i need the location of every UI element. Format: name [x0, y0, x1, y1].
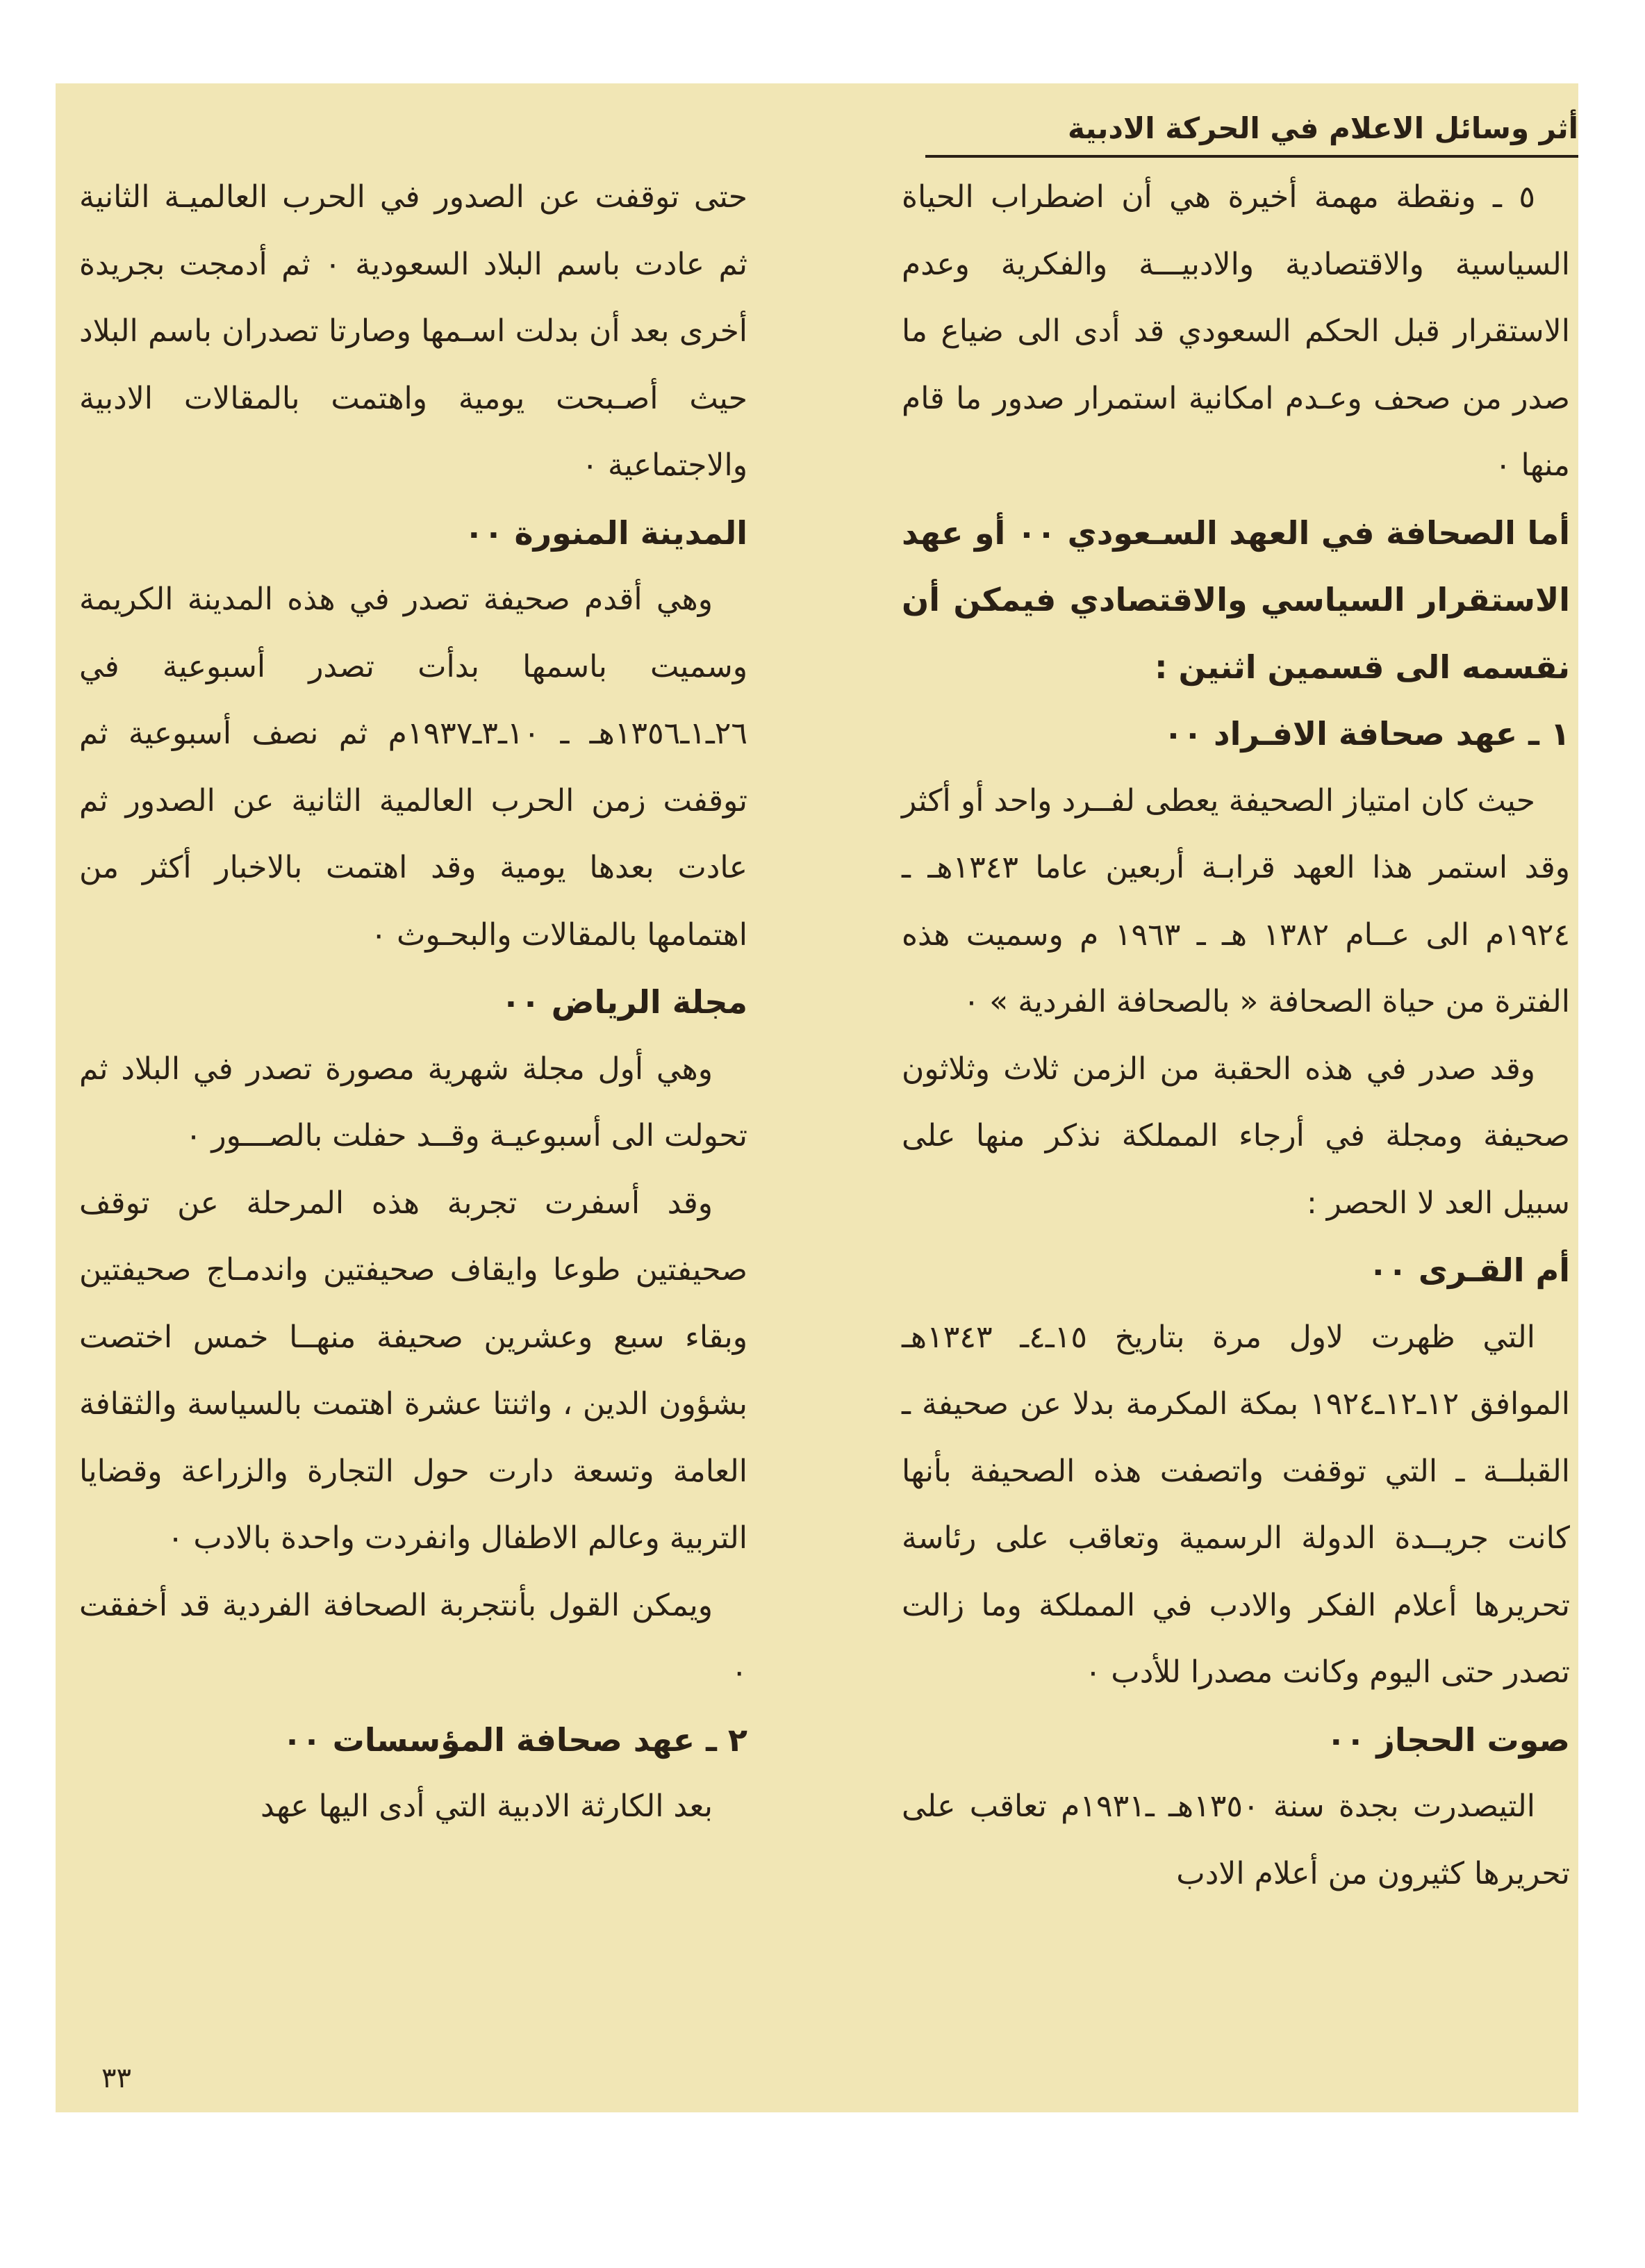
running-head: أثر وسائل الاعلام في الحركة الادبية [925, 111, 1578, 158]
paragraph: ويمكن القول بأنتجربة الصحافة الفردية قد أخفقت ٠ [79, 1587, 747, 1690]
section-heading: صوت الحجاز ٠٠ [1326, 1720, 1570, 1759]
paragraph: وهي أقدم صحيفة تصدر في هذه المدينة الكريمة وسميت باسمها بدأت تصدر أسبوعية في ٢٦ـ١ـ١٣٥٦هـ ـ ١٠ـ٣ـ١٩٣٧م ثم نصف أسبوعية ثم توقفت زمن الحرب العالمية الثانية عن الصدور ثم عادت بعدها يومية وقد اهتمت بالاخبار أكثر من اهتمامها بالمقالات والبحـوث ٠ [79, 582, 747, 953]
section-heading: المدينة المنورة ٠٠ [464, 513, 747, 552]
paragraph: وقد أسفرت تجربة هذه المرحلة عن توقف صحيفتين طوعا وايقاف صحيفتين واندمـاج صحيفتين وبقاء سبع وعشرين صحيفة منهــا خمس اختصت بشؤون الدين ، واثنتا عشرة اهتمت بالسياسة والثقافة العامة وتسعة دارت حول التجارة والزراعة وقضايا التربية وعالم الاطفال وانفردت واحدة بالادب ٠ [79, 1185, 747, 1556]
paragraph: حتى توقفت عن الصدور في الحرب العالميـة الثانية ثم عادت باسم البلاد السعودية ٠ ثم أدمجت بجريدة أخرى بعد أن بدلت اسـمها وصارتا تصدران باسم البلاد حيث أصـبحت يومية واهتمت بالمقالات الادبية والاجتماعية ٠ [79, 179, 747, 483]
page-number: ٣٣ [101, 2062, 131, 2094]
section-heading: مجلة الرياض ٠٠ [501, 983, 747, 1021]
paragraph: ٥ ـ ونقطة مهمة أخيرة هي أن اضطراب الحياة السياسية والاقتصادية والادبيـــة والفكرية وعدم الاستقرار قبل الحكم السعودي قد أدى الى ضياع ما صدر من صحف وعـدم امكانية استمرار صدور ما قام منها ٠ [902, 179, 1570, 483]
paragraph: التيصدرت بجدة سنة ١٣٥٠هـ ـ١٩٣١م تعاقب على تحريرها كثيرون من أعلام الادب [902, 1789, 1570, 1891]
section-heading: أما الصحافة في العهد السـعودي ٠٠ أو عهد الاستقرار السياسي والاقتصادي فيمكن أن نقسمه الى قسمين اثنين : [902, 513, 1570, 686]
section-heading: ٢ ـ عهد صحافة المؤسسات ٠٠ [282, 1720, 747, 1759]
left-column [79, 164, 747, 1841]
right-column [902, 164, 1570, 1907]
section-heading: أم القـرى ٠٠ [1368, 1251, 1570, 1289]
paragraph: التي ظهرت لاول مرة بتاريخ ١٥ـ٤ـ ١٣٤٣هـ الموافق ١٢ـ١٢ـ١٩٢٤ بمكة المكرمة بدلا عن صحيفة ـ القبلــة ـ التي توقفت واتصفت هذه الصحيفة بأنها كانت جريــدة الدولة الرسمية وتعاقب على رئاسة تحريرها أعلام الفكر والادب في المملكة وما زالت تصدر حتى اليوم وكانت مصدرا للأدب ٠ [902, 1319, 1570, 1690]
paragraph: بعد الكارثة الادبية التي أدى اليها عهد [261, 1789, 713, 1824]
section-heading: ١ ـ عهد صحافة الافـراد ٠٠ [1163, 715, 1570, 753]
page-bottom-strip [56, 2029, 970, 2112]
paragraph: وقد صدر في هذه الحقبة من الزمن ثلاث وثلاثون صحيفة ومجلة في أرجاء المملكة نذكر منها على سبيل العد لا الحصر : [902, 1051, 1570, 1221]
paragraph: وهي أول مجلة شهرية مصورة تصدر في البلاد ثم تحولت الى أسبوعيـة وقــد حفلت بالصـــور ٠ [79, 1051, 747, 1153]
paragraph: حيث كان امتياز الصحيفة يعطى لفــرد واحد أو أكثر وقد استمر هذا العهد قرابـة أربعين عاما ١٣٤٣هـ ـ ١٩٢٤م الى عــام ١٣٨٢ هـ ـ ١٩٦٣ م وسميت هذه الفترة من حياة الصحافة « بالصحافة الفردية » ٠ [902, 782, 1570, 1019]
